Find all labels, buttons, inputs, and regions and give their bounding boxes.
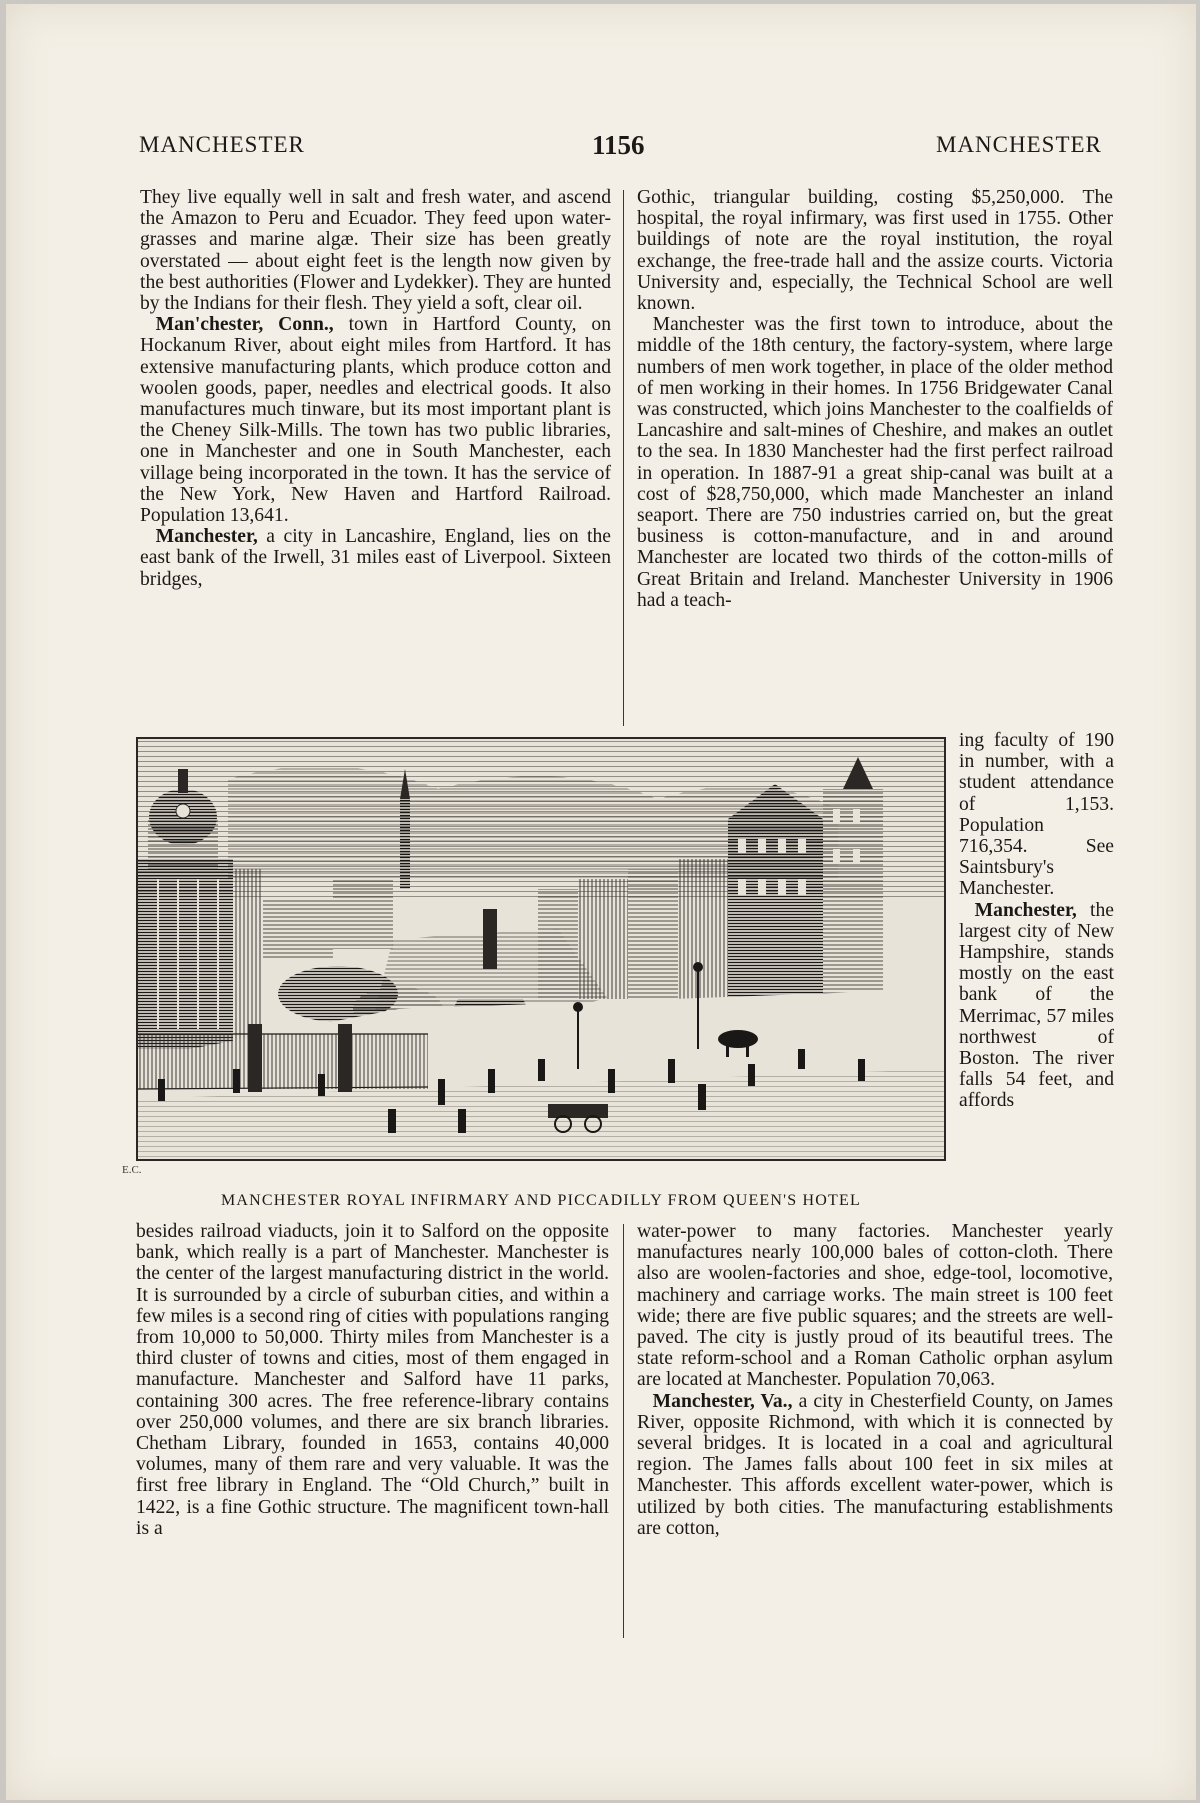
entry-manchester-england: [140, 526, 611, 590]
entry-manchester-va: [637, 1391, 1113, 1539]
entry-manchester-conn: [140, 314, 611, 526]
entry-body: a city in Chesterfield County, on James River, opposite Richmond, with which it is connected by several bridges. It is located in a coal and agricultural region. The James falls about 100 feet in six miles at Manchester. This affords excellent water-power, which is utilized by both cities. The manufacturing establishments are cotton,: [637, 1390, 1113, 1539]
page-number: 1156: [592, 130, 645, 160]
entry-heading: Manchester,: [974, 899, 1077, 921]
page-sheet: [6, 4, 1196, 1800]
book-title: Manchester.: [959, 878, 1055, 900]
paragraph-text: ing faculty of 190 in number, with a student attendance of 1,153. Population 716,354. See Saintsbury's: [959, 730, 1114, 879]
paragraph-salford-libraries: besides railroad viaducts, join it to Salford on the opposite bank, which really is a part of Manchester. Manchester is the center of the largest manufacturing district in the world. It is surrounded by a circle of suburban cities, and within a few miles is a second ring of cities with populations ranging from 10,000 to 50,000. Thirty miles from Manchester is a third cluster of towns and cities, most of them engaged in manufacture. Manchester and Salford have 11 parks, containing 300 acres. The free reference-library contains over 250,000 volumes, and there are six branch libraries. Chetham Library, founded in 1653, contains 40,000 volumes, many of them rare and very valuable. It was the first free library in England. The “Old Church,” built in 1422, is a fine Gothic structure. The magnificent town-hall is a: [136, 1221, 609, 1539]
entry-body: town in Hartford County, on Hockanum River, about eight miles from Hartford. It has extensive manufacturing plants, which produce cotton and woolen goods, paper, needles and electrical goods. It also manufactures much tinware, but its most important plant is the Cheney Silk-Mills. The town has two public libraries, one in Manchester and one in South Manchester, each village being incorporated in the town. It has the service of the New York, New Haven and Hartford Railroad. Population 13,641.: [140, 314, 611, 527]
paragraph-university: [959, 730, 1114, 900]
engraver-mark-left: E.C.: [122, 1164, 142, 1176]
column-divider: [623, 190, 624, 726]
engraving-illustration: [136, 737, 946, 1161]
column-upper-left: [140, 187, 611, 727]
entry-heading: Manchester, Va.,: [652, 1390, 793, 1412]
entry-heading: Man'chester, Conn.,: [155, 314, 334, 336]
column-lower-left: [136, 1221, 609, 1641]
entry-body: the largest city of New Hampshire, stands mostly on the east bank of the Merrimac, 57 miles northwest of Boston. The river falls 54 feet, and affords: [959, 899, 1114, 1112]
entry-body: a city in Lancashire, England, lies on the east bank of the Irwell, 31 miles east of Liverpool. Sixteen bridges,: [140, 526, 611, 590]
column-divider: [623, 1224, 624, 1638]
column-wrap-right-of-figure: [959, 730, 1114, 1234]
paragraph-sea-cow-end: They live equally well in salt and fresh water, and ascend the Amazon to Peru and Ecuador. They feed upon water-grasses and marine algæ. Their size has been greatly overstated — about eight feet is the length now given by the best authorities (Flower and Lydekker). They are hunted by the Indians for their flesh. They yield a soft, clear oil.: [140, 187, 611, 315]
column-upper-right: [637, 187, 1113, 729]
header-right-title: MANCHESTER: [936, 132, 1102, 157]
paragraph-buildings: Gothic, triangular building, costing $5,250,000. The hospital, the royal infirmary, was first used in 1755. Other buildings of note are the royal institution, the royal exchange, the free-trade hall and the assize courts. Victoria University and, especially, the Technical School are well known.: [637, 187, 1113, 315]
figure-caption: MANCHESTER ROYAL INFIRMARY AND PICCADILLY FROM QUEEN'S HOTEL: [221, 1192, 861, 1209]
paragraph-factory-system: Manchester was the first town to introduce, about the middle of the 18th century, the factory-system, where large numbers of men work together, in place of the older method of men working in their homes. In 1756 Bridgewater Canal was constructed, which joins Manchester to the coalfields of Lancashire and salt-mines of Cheshire, and makes an outlet to the sea. In 1830 Manchester had the first perfect railroad in operation. In 1887-91 a great ship-canal was built at a cost of $28,750,000, which made Manchester an inland seaport. There are 750 industries carried on, but the great business is cotton-manufacture, and in and around Manchester are located two thirds of the cotton-mills of Great Britain and Ireland. Manchester University in 1906 had a teach-: [637, 314, 1113, 611]
running-header: [6, 130, 1196, 164]
paragraph-nh-industries: water-power to many factories. Manchester yearly manufactures nearly 100,000 bales of cotton-cloth. There also are woolen-factories and shoe, edge-tool, locomotive, machinery and carriage works. The main street is 100 feet wide; there are five public squares; and the streets are well-paved. The city is justly proud of its beautiful trees. The state reform-school and a Roman Catholic orphan asylum are located at Manchester. Population 70,063.: [637, 1221, 1113, 1391]
entry-heading: Manchester,: [155, 526, 258, 548]
header-left-title: MANCHESTER: [139, 132, 305, 157]
column-lower-right: [637, 1221, 1113, 1641]
entry-manchester-nh: [959, 900, 1114, 1112]
